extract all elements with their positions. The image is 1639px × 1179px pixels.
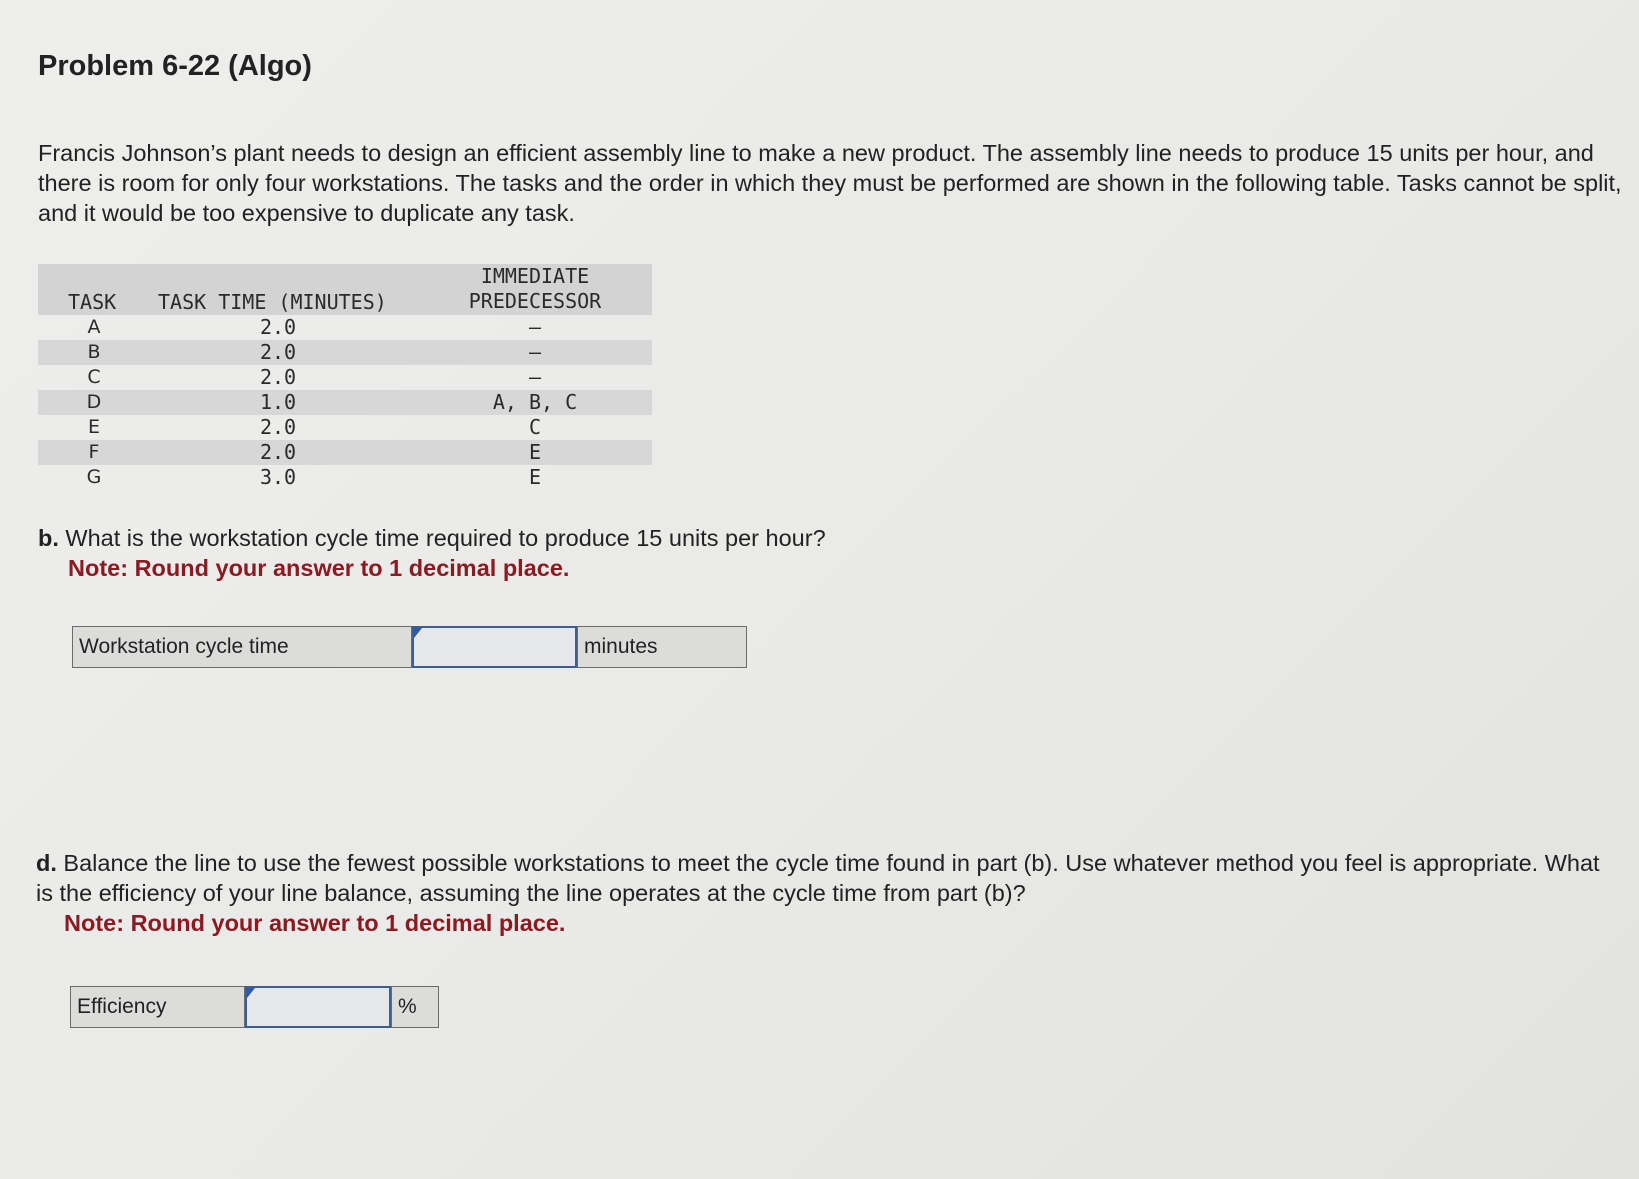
cell-time: 2.0 [259,415,297,439]
question-d-note: Note: Round your answer to 1 decimal place. [64,910,566,936]
question-d-text: Balance the line to use the fewest possible workstations to meet the cycle time found in part (b). Use whatever method you feel is appropriate. What is the efficiency of your line balance, assuming the line operates at the cycle time from part (b)? [36,850,1600,906]
task-table [38,264,652,490]
cell-time: 2.0 [259,340,297,364]
cell-task: F [88,441,100,463]
question-d-label: d. [36,850,57,876]
efficiency-input[interactable] [245,986,391,1028]
problem-intro: Francis Johnson’s plant needs to design an efficient assembly line to make a new product. The assembly line needs to produce 15 units per hour, and there is room for only four workstations. The tasks and the order in which they must be performed are shown in the following table. Tasks cannot be split, and it would be too expensive to duplicate any task. [38,140,1622,226]
header-task-time: TASK TIME (MINUTES) [158,290,387,314]
question-b-label: b. [38,525,59,551]
table-header [38,264,652,315]
problem-title: Problem 6-22 (Algo) [38,50,312,82]
cell-predecessor: C [528,415,542,439]
cell-task: C [87,366,101,388]
header-task: TASK [68,290,117,314]
header-predecessor [460,264,610,314]
table-row [38,365,652,390]
efficiency-unit: % [391,986,439,1028]
cycle-time-input-wrap [412,626,577,668]
header-predecessor-line2: PREDECESSOR [468,289,602,313]
cell-task: A [87,316,101,338]
cycle-time-label: Workstation cycle time [72,626,412,668]
cycle-time-answer-row [72,626,747,668]
table-row [38,340,652,365]
cell-predecessor: E [528,465,542,489]
input-flag-icon [247,988,255,998]
input-flag-icon [414,628,422,638]
table-row [38,315,652,340]
table-row [38,465,652,490]
efficiency-label: Efficiency [70,986,245,1028]
cell-predecessor: – [528,315,542,339]
cell-task: B [87,341,101,363]
cell-task: E [87,416,100,438]
cell-time: 2.0 [259,440,297,464]
cell-task: D [86,391,102,413]
table-row [38,440,652,465]
cell-predecessor: E [528,440,542,464]
question-b-text: What is the workstation cycle time required to produce 15 units per hour? [65,525,826,551]
cell-time: 2.0 [259,365,297,389]
cell-time: 1.0 [259,390,297,414]
cell-task: G [86,466,102,488]
header-predecessor-line1: IMMEDIATE [480,264,590,288]
table-row [38,415,652,440]
cycle-time-unit: minutes [577,626,747,668]
cycle-time-input[interactable] [412,626,577,668]
cell-predecessor: – [528,340,542,364]
question-b [38,523,826,583]
question-d [36,848,1616,938]
efficiency-answer-row [70,986,439,1028]
table-row [38,390,652,415]
cell-time: 2.0 [259,315,297,339]
cell-predecessor: A, B, C [492,390,578,414]
cell-predecessor: – [528,365,542,389]
question-b-note: Note: Round your answer to 1 decimal place. [68,555,570,581]
efficiency-input-wrap [245,986,391,1028]
cell-time: 3.0 [259,465,297,489]
